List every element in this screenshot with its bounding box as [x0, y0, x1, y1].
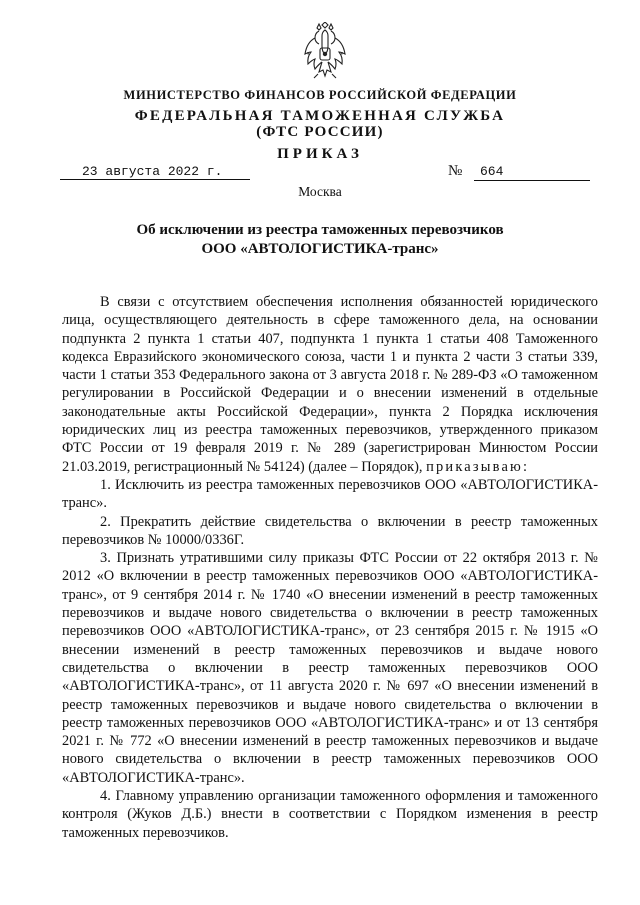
document-type: ПРИКАЗ — [277, 146, 363, 162]
issue-city: Москва — [298, 184, 342, 199]
heading-line-1: Об исключении из реестра таможенных перевозчиков — [136, 222, 504, 238]
preamble-text: В связи с отсутствием обеспечения исполнения обязанностей юридического лица, осуществляющего деятельность в сфере таможенного дела, на основании подпункта 2 пункта 1 статьи 407, подпункта 1 пункта 1 статьи 408 Таможенного кодекса Евразийского экономического союза, части 1 и пункта 2 части 3 статьи 339, части 1 статьи 353 Федерального закона от 3 августа 2018 г. № 289-ФЗ «О таможенном регулировании в Российской Федерации и о внесении изменений в отдельные законодательные акты Российской Федерации», пункта 2 Порядка исключения юридических лиц из реестра таможенных перевозчиков, утвержденного приказом ФТС России от 19 февраля 2019 г. № 289 (зарегистрирован Минюстом России 21.03.2019, регистрационный № 54124) (далее – Порядок), — [62, 294, 598, 475]
order-item-3: 3. Признать утратившими силу приказы ФТС России от 22 октября 2013 г. № 2012 «О включении в реестр таможенных перевозчиков ООО «АВТОЛОГИСТИКА-транс», от 9 сентября 2014 г. № 1740 «О внесении изменений в реестр таможенных перевозчиков и выдаче нового свидетельства о включении в реестр таможенных перевозчиков ООО «АВТОЛОГИСТИКА-транс», от 23 сентября 2015 г. № 1915 «О внесении изменений в реестр таможенных перевозчиков и выдаче нового свидетельства о включении в реестр таможенных перевозчиков ООО «АВТОЛОГИСТИКА-транс», от 11 августа 2020 г. № 697 «О внесении изменений в реестр таможенных перевозчиков и выдаче нового свидетельства о включении в реестр таможенных перевозчиков ООО «АВТОЛОГИСТИКА-транс» и от 13 сентября 2021 г. № 772 «О внесении изменений в реестр таможенных перевозчиков и выдаче нового свидетельства о включении в реестр таможенных перевозчиков ООО «АВТОЛОГИСТИКА-транс». — [62, 550, 598, 786]
number-sign: № — [448, 163, 463, 179]
order-date: 23 августа 2022 г. — [60, 165, 250, 180]
order-number: 664 — [474, 164, 590, 181]
order-item-4: 4. Главному управлению организации таможенного оформления и таможенного контроля (Жуков Д.Б.) внести в соответствии с Порядком изменения в реестр таможенных перевозчиков. — [62, 788, 598, 841]
order-heading — [0, 221, 640, 259]
order-word: приказываю: — [426, 458, 530, 475]
ministry-name: МИНИСТЕРСТВО ФИНАНСОВ РОССИЙСКОЙ ФЕДЕРАЦИИ — [123, 88, 517, 102]
service-name — [0, 108, 640, 140]
heading-line-2: ООО «АВТОЛОГИСТИКА-транс» — [201, 241, 439, 257]
order-body — [62, 293, 598, 842]
service-abbreviation: (ФТС РОССИИ) — [256, 124, 384, 140]
order-number-field — [448, 163, 594, 181]
preamble-paragraph — [62, 293, 598, 476]
service-full-name: ФЕДЕРАЛЬНАЯ ТАМОЖЕННАЯ СЛУЖБА — [134, 108, 506, 124]
order-item-2: 2. Прекратить действие свидетельства о включении в реестр таможенных перевозчиков № 10000/0336Г. — [62, 513, 598, 548]
coat-of-arms-emblem — [303, 22, 347, 80]
order-item-1: 1. Исключить из реестра таможенных перевозчиков ООО «АВТОЛОГИСТИКА-транс». — [62, 476, 598, 512]
